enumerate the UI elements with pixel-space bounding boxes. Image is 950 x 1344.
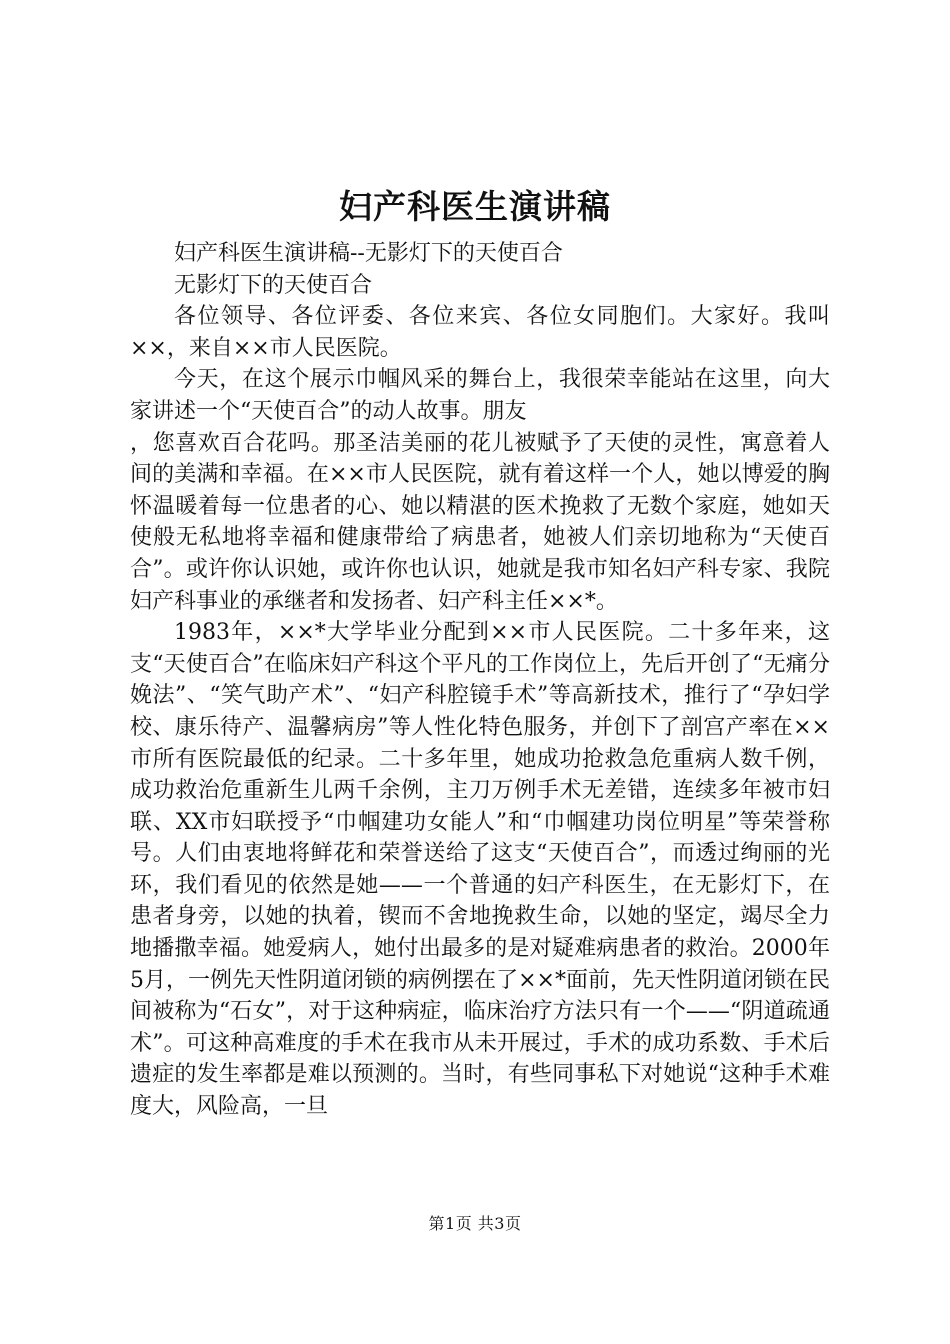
document-title: 妇产科医生演讲稿 (339, 187, 611, 226)
paragraph-subtitle: 妇产科医生演讲稿--无影灯下的天使百合 (174, 241, 563, 266)
paragraph-greeting: 各位领导、各位评委、各位来宾、各位女同胞们。大家好。我叫××，来自××市人民医院。 (130, 304, 830, 361)
paragraph-heading: 无影灯下的天使百合 (174, 272, 373, 298)
paragraph-career: 1983年，××*大学毕业分配到××市人民医院。二十多年来，这支“天使百合”在临床妇产科这个平凡的工作岗位上，先后开创了“无痛分娩法”、“笑气助产术”、“妇产科腔镜手术”等高新技术，推行了“孕妇学校、康乐待产、温馨病房”等人性化特色服务，并创下了剖宫产率在××市所有医院最低的纪录。二十多年里，她成功抢救急危重病人数千例，成功救治危重新生儿两千余例，主刀万例手术无差错，连续多年被市妇联、XX市妇联授予“巾帼建功女能人”和“巾帼建功岗位明星”等荣誉称号。人们由衷地将鲜花和荣誉送给了这支“天使百合”，而透过绚丽的光环，我们看见的依然是她——一个普通的妇产科医生，在无影灯下，在患者身旁，以她的执着，锲而不舍地挽救生命，以她的坚定，竭尽全力地播撒幸福。她爱病人，她付出最多的是对疑难病患者的救治。2000年5月，一例先天性阴道闭锁的病例摆在了××*面前，先天性阴道闭锁在民间被称为“石女”，对于这种病症，临床治疗方法只有一个——“阴道疏通术”。可这种高难度的手术在我市从未开展过，手术的成功系数、手术后遗症的发生率都是难以预测的。当时，有些同事私下对她说“这种手术难度大，风险高，一旦 (130, 620, 830, 1120)
document-body (130, 238, 830, 1123)
paragraph-lily: ，您喜欢百合花吗。那圣洁美丽的花儿被赋予了天使的灵性，寓意着人间的美满和幸福。在××市人民医院，就有着这样一个人，她以博爱的胸怀温暖着每一位患者的心、她以精湛的医术挽救了无数个家庭，她如天使般无私地将幸福和健康带给了病患者，她被人们亲切地称为“天使百合”。或许你认识她，或许你也认识，她就是我市知名妇产科专家、我院妇产科事业的承继者和发扬者、妇产科主任××*。 (130, 430, 830, 614)
page-footer: 第1页 共3页 (428, 1214, 522, 1233)
paragraph-intro: 今天，在这个展示巾帼风采的舞台上，我很荣幸能站在这里，向大家讲述一个“天使百合”的动人故事。朋友 (130, 367, 830, 424)
